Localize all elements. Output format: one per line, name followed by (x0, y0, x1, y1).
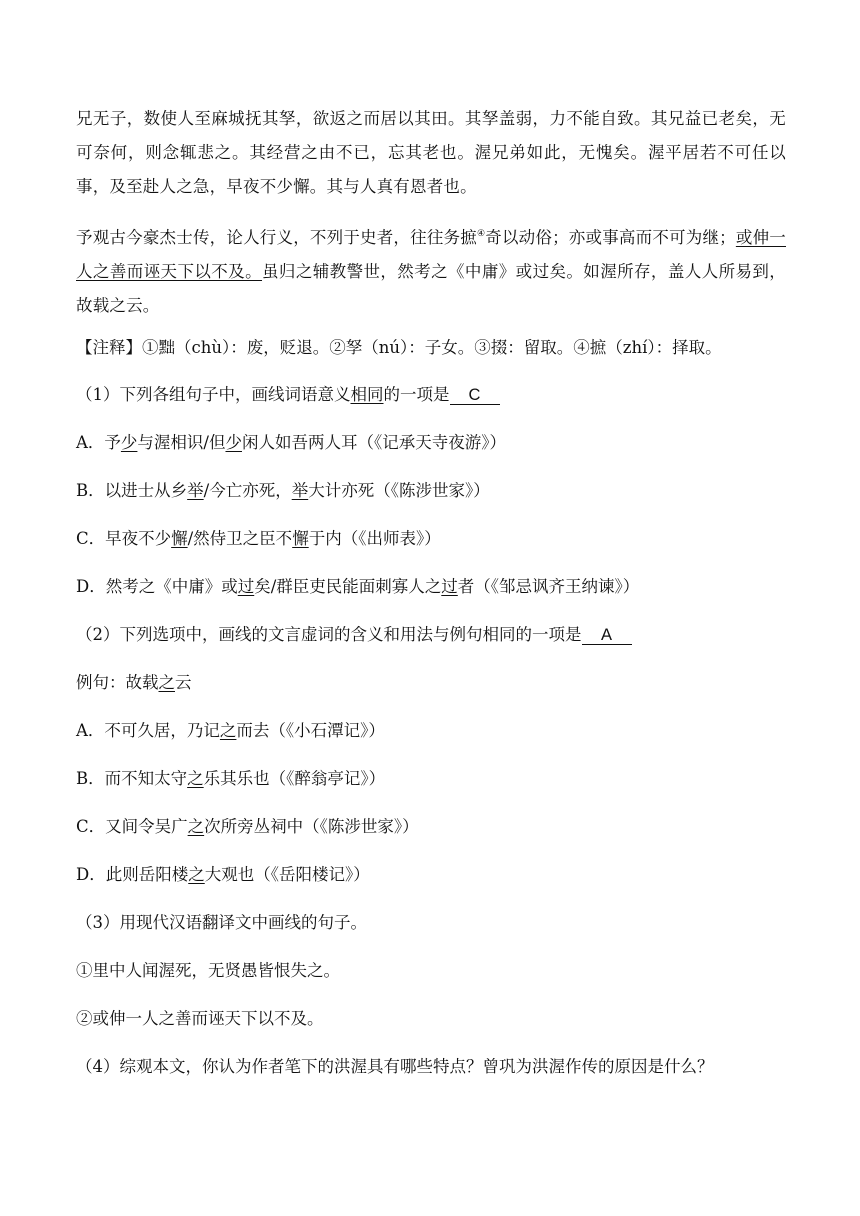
passage-paragraph-2 (76, 217, 786, 323)
passage-text: 予观古今豪杰士传，论人行义，不列于史者，往往务摭 (76, 228, 477, 247)
underlined-word: 过 (237, 577, 255, 596)
text-fragment: C．早夜不少 (76, 529, 172, 548)
text-fragment: 大计亦死（《陈涉世家》） (308, 481, 490, 500)
passage-paragraph-1: 兄无子，数使人至麻城抚其孥，欲返之而居以其田。其孥盖弱，力不能自致。其兄益已老矣，无可奈何，则念辄悲之。其经营之由不已，忘其老也。渥兄弟如此，无愧矣。渥平居若不可任以事，及至赴人之急，早夜不少懈。其与人真有恩者也。 (76, 109, 786, 196)
question-2-option-c (76, 815, 786, 839)
text-fragment: 矣/群臣吏民能面刺寡人之 (254, 577, 442, 596)
question-1-option-c (76, 527, 786, 551)
underlined-word: 懈 (292, 529, 309, 548)
text-fragment: 大观也（《岳阳楼记》） (204, 865, 370, 884)
answer-blank: C (450, 386, 500, 405)
text-fragment: D．此则岳阳楼 (76, 865, 189, 884)
underlined-word: 之 (219, 721, 237, 740)
underlined-word: 过 (441, 577, 458, 596)
passage-text: 虽归之辅教警世，然考之《中庸》或过矣。如渥所存，盖人人所易到，故载之云。 (76, 262, 787, 315)
text-fragment: A．予 (76, 433, 121, 452)
underlined-word: 之 (187, 817, 205, 836)
question-3-sentence-1: ①里中人闻渥死，无贤愚皆恨失之。 (76, 961, 340, 980)
underlined-word: 举 (291, 481, 309, 500)
question-1-option-b (76, 479, 786, 503)
text-fragment: D．然考之《中庸》或 (76, 577, 238, 596)
annotation-notes: 【注释】①黜（chù）：废，贬退。②孥（nú）：子女。③掇：留取。④摭（zhí）：择取。 (76, 338, 722, 357)
question-3-sentence-2: ②或伸一人之善而诬天下以不及。 (76, 1009, 324, 1028)
text-fragment: B．以进士从乡 (76, 481, 188, 500)
text-fragment: 者（《邹忌讽齐王纳谏》） (457, 577, 640, 596)
question-1-option-a (76, 431, 786, 455)
question-2-prompt (76, 623, 786, 647)
text-fragment: 次所旁丛祠中（《陈涉世家》） (204, 817, 419, 836)
text-fragment: 例句：故载 (76, 673, 159, 692)
question-2-option-b (76, 767, 786, 791)
passage-text: 奇以动俗；亦或事高而不可为继； (485, 228, 736, 247)
underlined-word: 举 (187, 481, 204, 500)
question-3-prompt: （3）用现代汉语翻译文中画线的句子。 (76, 913, 367, 932)
prompt-text: （1）下列各组句子中，画线词语意义 (76, 385, 351, 404)
text-fragment: 闲人如吾两人耳（《记承天寺夜游》） (241, 433, 506, 452)
underlined-sentence: 或伸一人之善而诬天下以不及。 (76, 228, 786, 281)
prompt-text: 的一项是 (383, 385, 450, 404)
text-fragment: /然侍卫之臣不 (187, 529, 293, 548)
document-page (76, 102, 786, 1079)
underlined-word: 懈 (171, 529, 188, 548)
text-fragment: A．不可久居，乃记 (76, 721, 220, 740)
text-fragment: 与渥相识/但 (137, 433, 226, 452)
text-fragment: C．又间令吴广 (76, 817, 188, 836)
underlined-word: 少 (225, 433, 242, 452)
text-fragment: 云 (175, 673, 192, 692)
question-2-example (76, 671, 786, 695)
question-2-option-d (76, 863, 786, 887)
footnote-marker: ④ (476, 229, 486, 239)
text-fragment: B．而不知太守 (76, 769, 188, 788)
underlined-word: 少 (120, 433, 138, 452)
question-1-prompt (76, 383, 786, 407)
question-1-option-d (76, 575, 786, 599)
answer-blank: A (582, 626, 632, 645)
text-fragment: /今亡亦死， (203, 481, 292, 500)
underlined-word: 之 (158, 673, 175, 692)
underlined-word: 之 (187, 769, 204, 788)
emphasized-word: 相同 (350, 385, 384, 404)
question-2-option-a (76, 719, 786, 743)
question-4-prompt: （4）综观本文，你认为作者笔下的洪渥具有哪些特点？曾巩为洪渥作传的原因是什么？ (76, 1057, 714, 1076)
text-fragment: 乐其乐也（《醉翁亭记》） (203, 769, 386, 788)
prompt-text: （2）下列选项中，画线的文言虚词的含义和用法与例句相同的一项是 (76, 625, 582, 644)
text-fragment: 而去（《小石潭记》） (236, 721, 385, 740)
text-fragment: 于内（《出师表》） (308, 529, 441, 548)
underlined-word: 之 (188, 865, 205, 884)
